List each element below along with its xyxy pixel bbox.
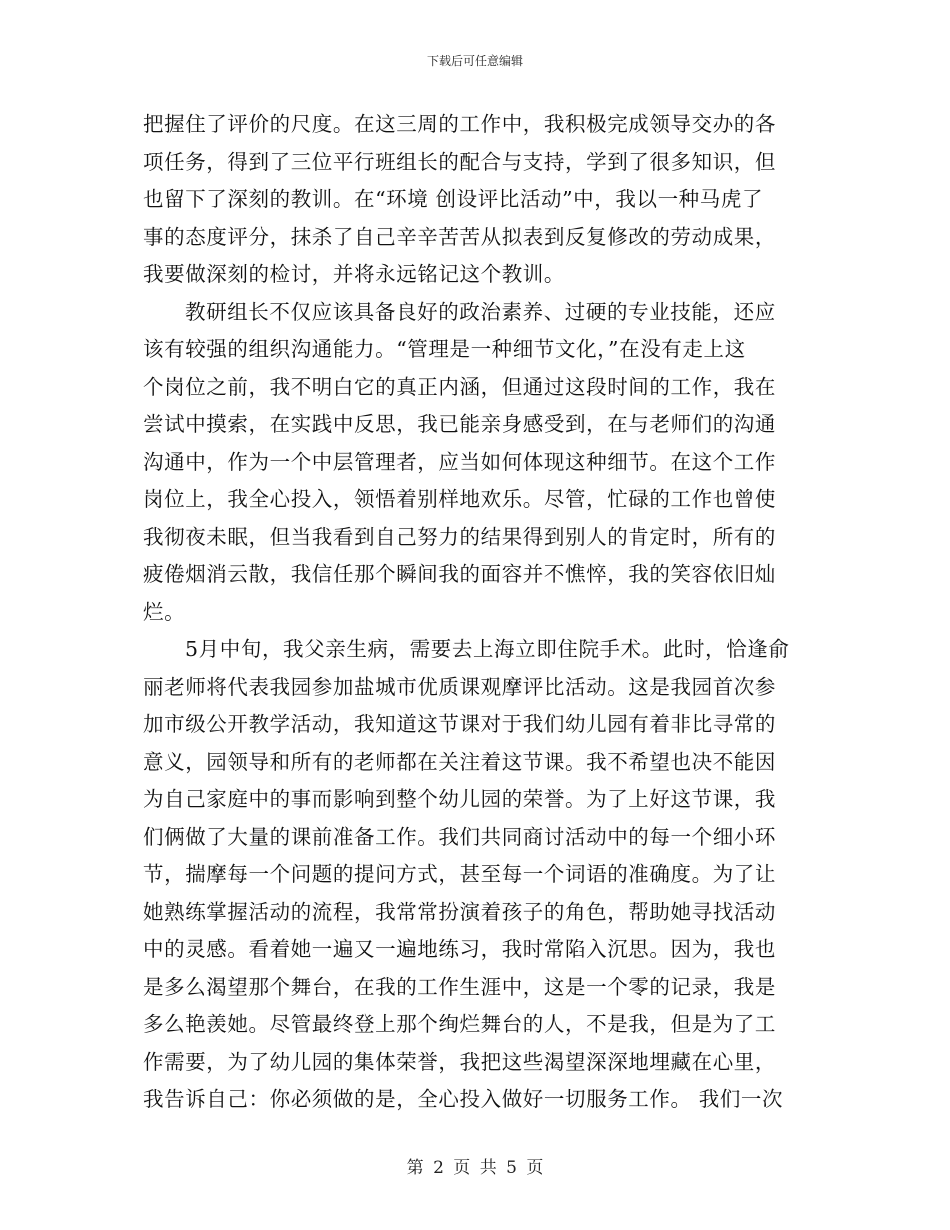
text-line: 沟通中，作为一个中层管理者，应当如何体现这种细节。在这个工作 bbox=[143, 449, 776, 474]
text-line: 个岗位之前，我不明白它的真正内涵，但通过这段时间的工作，我在 bbox=[143, 374, 776, 399]
text-line: 我告诉自己：你必须做的是，全心投入做好一切服务工作。 我们一次 bbox=[143, 1087, 784, 1111]
text-line: 也留下了深刻的教训。在“环境 创设评比活动”中，我以一种马虎了 bbox=[143, 187, 764, 211]
text-line: 疲倦烟消云散，我信任那个瞬间我的面容并不憔悴，我的笑容依旧灿 bbox=[143, 562, 776, 586]
text-line: 岗位上，我全心投入，领悟着别样地欢乐。尽管，忙碌的工作也曾使 bbox=[143, 487, 776, 511]
paragraph-first-line: 5月中旬，我父亲生病，需要去上海立即住院手术。此时，恰逢俞 bbox=[185, 637, 790, 661]
text-line: 加市级公开教学活动，我知道这节课对于我们幼儿园有着非比寻常的 bbox=[143, 712, 776, 736]
text-line: 事的态度评分，抹杀了自己辛辛苦苦从拟表到反复修改的劳动成果， bbox=[143, 224, 776, 249]
text-line: 意义，园领导和所有的老师都在关注着这节课。我不希望也决不能因 bbox=[143, 749, 776, 774]
text-line: 作需要，为了幼儿园的集体荣誉，我把这些渴望深深地埋藏在心里， bbox=[143, 1049, 776, 1074]
text-line: 烂。 bbox=[143, 599, 186, 624]
text-line: 丽老师将代表我园参加盐城市优质课观摩评比活动。这是我园首次参 bbox=[143, 674, 776, 699]
text-line: 尝试中摸索，在实践中反思，我已能亲身感受到，在与老师们的沟通 bbox=[143, 412, 776, 436]
text-line: 把握住了评价的尺度。在这三周的工作中，我积极完成领导交办的各 bbox=[143, 112, 776, 136]
paragraph-first-line: 教研组长不仅应该具备良好的政治素养、过硬的专业技能，还应 bbox=[185, 299, 776, 324]
text-line: 中的灵感。看着她一遍又一遍地练习，我时常陷入沉思。因为，我也 bbox=[143, 937, 776, 961]
page-footer: 第 2 页 共 5 页 bbox=[406, 1158, 544, 1178]
text-line: 为自己家庭中的事而影响到整个幼儿园的荣誉。为了上好这节课，我 bbox=[143, 787, 776, 811]
text-line: 节，揣摩每一个问题的提问方式，甚至每一个词语的准确度。为了让 bbox=[143, 862, 776, 886]
text-line: 项任务，得到了三位平行班组长的配合与支持，学到了很多知识，但 bbox=[143, 149, 776, 174]
text-line: 我要做深刻的检讨，并将永远铭记这个教训。 bbox=[143, 262, 565, 286]
text-line: 们俩做了大量的课前准备工作。我们共同商讨活动中的每一个细小环 bbox=[143, 824, 776, 849]
text-line: 多么艳羡她。尽管最终登上那个绚烂舞台的人，不是我，但是为了工 bbox=[143, 1012, 776, 1036]
text-line: 她熟练掌握活动的流程，我常常扮演着孩子的角色，帮助她寻找活动 bbox=[143, 899, 776, 924]
document-body bbox=[143, 106, 815, 1119]
page-header: 下载后可任意编辑 bbox=[426, 54, 523, 68]
text-line: 是多么渴望那个舞台，在我的工作生涯中，这是一个零的记录，我是 bbox=[143, 974, 776, 999]
text-line: 该有较强的组织沟通能力。“管理是一种细节文化，”在没有走上这 bbox=[143, 337, 746, 361]
text-line: 我彻夜未眠，但当我看到自己努力的结果得到别人的肯定时，所有的 bbox=[143, 524, 776, 549]
